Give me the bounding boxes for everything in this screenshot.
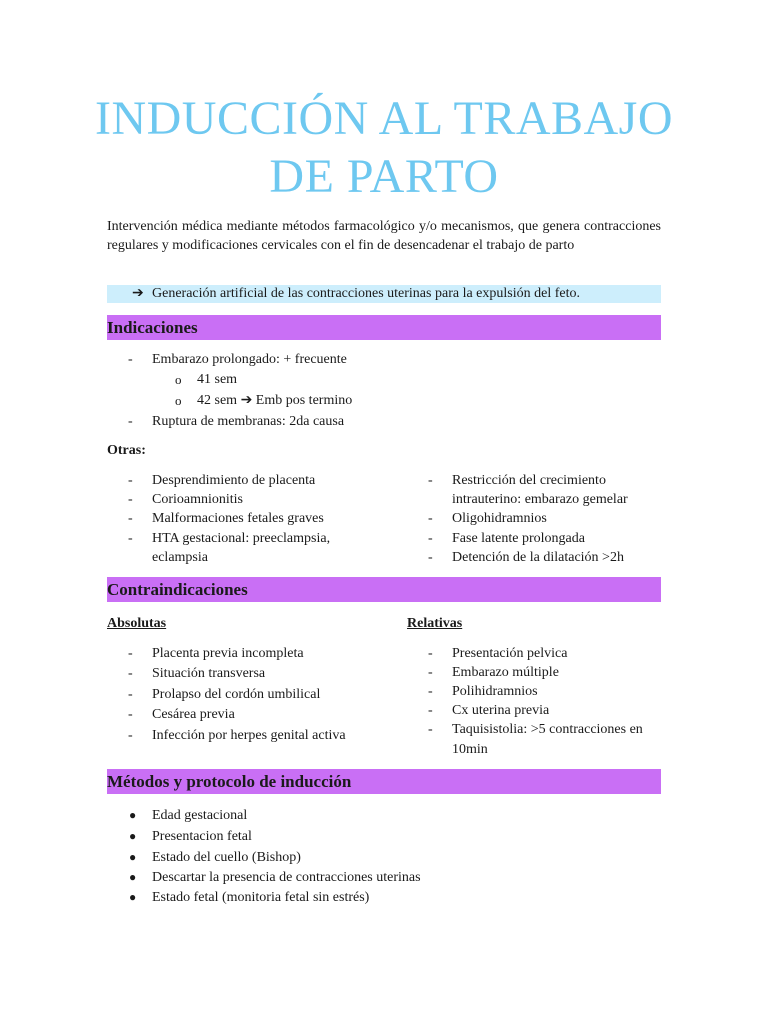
list-item-continuation: intrauterino: embarazo gemelar xyxy=(452,492,628,507)
list-item: Estado del cuello (Bishop) xyxy=(152,850,301,865)
relativas-label: Relativas xyxy=(407,616,463,631)
arrow-right-icon: ➔ xyxy=(240,393,253,408)
title-line-1: INDUCCIÓN AL TRABAJO xyxy=(94,92,674,145)
dash-marker: - xyxy=(428,531,433,546)
list-item: Prolapso del cordón umbilical xyxy=(152,687,321,702)
list-item: Malformaciones fetales graves xyxy=(152,511,324,526)
dash-marker: - xyxy=(428,646,433,661)
section-header-metodos xyxy=(107,769,661,794)
dash-marker: - xyxy=(128,492,133,507)
list-item-continuation: eclampsia xyxy=(152,550,208,565)
page-title xyxy=(0,90,768,206)
list-item: Estado fetal (monitoria fetal sin estrés) xyxy=(152,890,370,905)
list-item: Oligohidramnios xyxy=(452,511,547,526)
dash-marker: - xyxy=(428,550,433,565)
list-item: Embarazo múltiple xyxy=(452,665,559,680)
bullet-icon: ● xyxy=(129,808,137,822)
circle-marker: o xyxy=(175,372,182,387)
bullet-icon: ● xyxy=(129,829,137,843)
list-item: Ruptura de membranas: 2da causa xyxy=(152,414,345,429)
list-item: Descartar la presencia de contracciones uterinas xyxy=(152,870,421,885)
section-title: Indicaciones xyxy=(107,318,198,337)
section-header-contraindicaciones xyxy=(107,577,661,602)
bullet-icon: ● xyxy=(129,890,137,904)
bullet-icon: ● xyxy=(129,870,137,884)
list-item: Cx uterina previa xyxy=(452,703,550,718)
circle-marker: o xyxy=(175,393,182,408)
arrow-right-icon: ➔ xyxy=(132,286,144,301)
otras-label: Otras: xyxy=(107,443,146,458)
intro-paragraph: Intervención médica mediante métodos farmacológico y/o mecanismos, que genera contracciones regulares y modificaciones cervicales con el fin de desencadenar el trabajo de parto xyxy=(107,219,661,253)
dash-marker: - xyxy=(428,722,433,737)
list-item: Embarazo prolongado: + frecuente xyxy=(152,352,347,367)
list-item: Corioamnionitis xyxy=(152,492,243,507)
list-item: Situación transversa xyxy=(152,666,266,681)
dash-marker: - xyxy=(128,352,133,367)
list-item-continuation: 10min xyxy=(452,742,488,757)
list-item: Edad gestacional xyxy=(152,808,248,823)
dash-marker: - xyxy=(128,728,133,743)
key-definition-text: Generación artificial de las contracciones uterinas para la expulsión del feto. xyxy=(152,286,580,301)
section-title: Métodos y protocolo de inducción xyxy=(107,772,352,791)
dash-marker: - xyxy=(128,414,133,429)
list-item: Taquisistolia: >5 contracciones en xyxy=(452,722,643,737)
dash-marker: - xyxy=(128,511,133,526)
dash-marker: - xyxy=(428,703,433,718)
section-title: Contraindicaciones xyxy=(107,580,248,599)
key-definition-highlight xyxy=(107,285,661,303)
sub-list-item xyxy=(197,391,352,410)
title-line-2: DE PARTO xyxy=(269,150,499,203)
list-item: Presentación pelvica xyxy=(452,646,568,661)
list-item: Cesárea previa xyxy=(152,707,235,722)
dash-marker: - xyxy=(128,666,133,681)
absolutas-label: Absolutas xyxy=(107,616,167,631)
list-item: Placenta previa incompleta xyxy=(152,646,304,661)
list-item: HTA gestacional: preeclampsia, xyxy=(152,531,331,546)
sub-list-item: 41 sem xyxy=(197,372,238,387)
dash-marker: - xyxy=(428,473,433,488)
dash-marker: - xyxy=(128,646,133,661)
dash-marker: - xyxy=(428,665,433,680)
dash-marker: - xyxy=(128,473,133,488)
section-header-indicaciones xyxy=(107,315,661,340)
list-item: Fase latente prolongada xyxy=(452,531,585,546)
list-item: Restricción del crecimiento xyxy=(452,473,606,488)
sub-item-text: 42 sem xyxy=(197,393,238,408)
list-item: Infección por herpes genital activa xyxy=(152,728,346,743)
dash-marker: - xyxy=(428,684,433,699)
dash-marker: - xyxy=(128,707,133,722)
list-item: Desprendimiento de placenta xyxy=(152,473,316,488)
dash-marker: - xyxy=(128,687,133,702)
bullet-icon: ● xyxy=(129,850,137,864)
list-item: Presentacion fetal xyxy=(152,829,252,844)
list-item: Detención de la dilatación >2h xyxy=(452,550,624,565)
sub-item-text: Emb pos termino xyxy=(255,393,353,408)
list-item: Polihidramnios xyxy=(452,684,538,699)
dash-marker: - xyxy=(128,531,133,546)
dash-marker: - xyxy=(428,511,433,526)
